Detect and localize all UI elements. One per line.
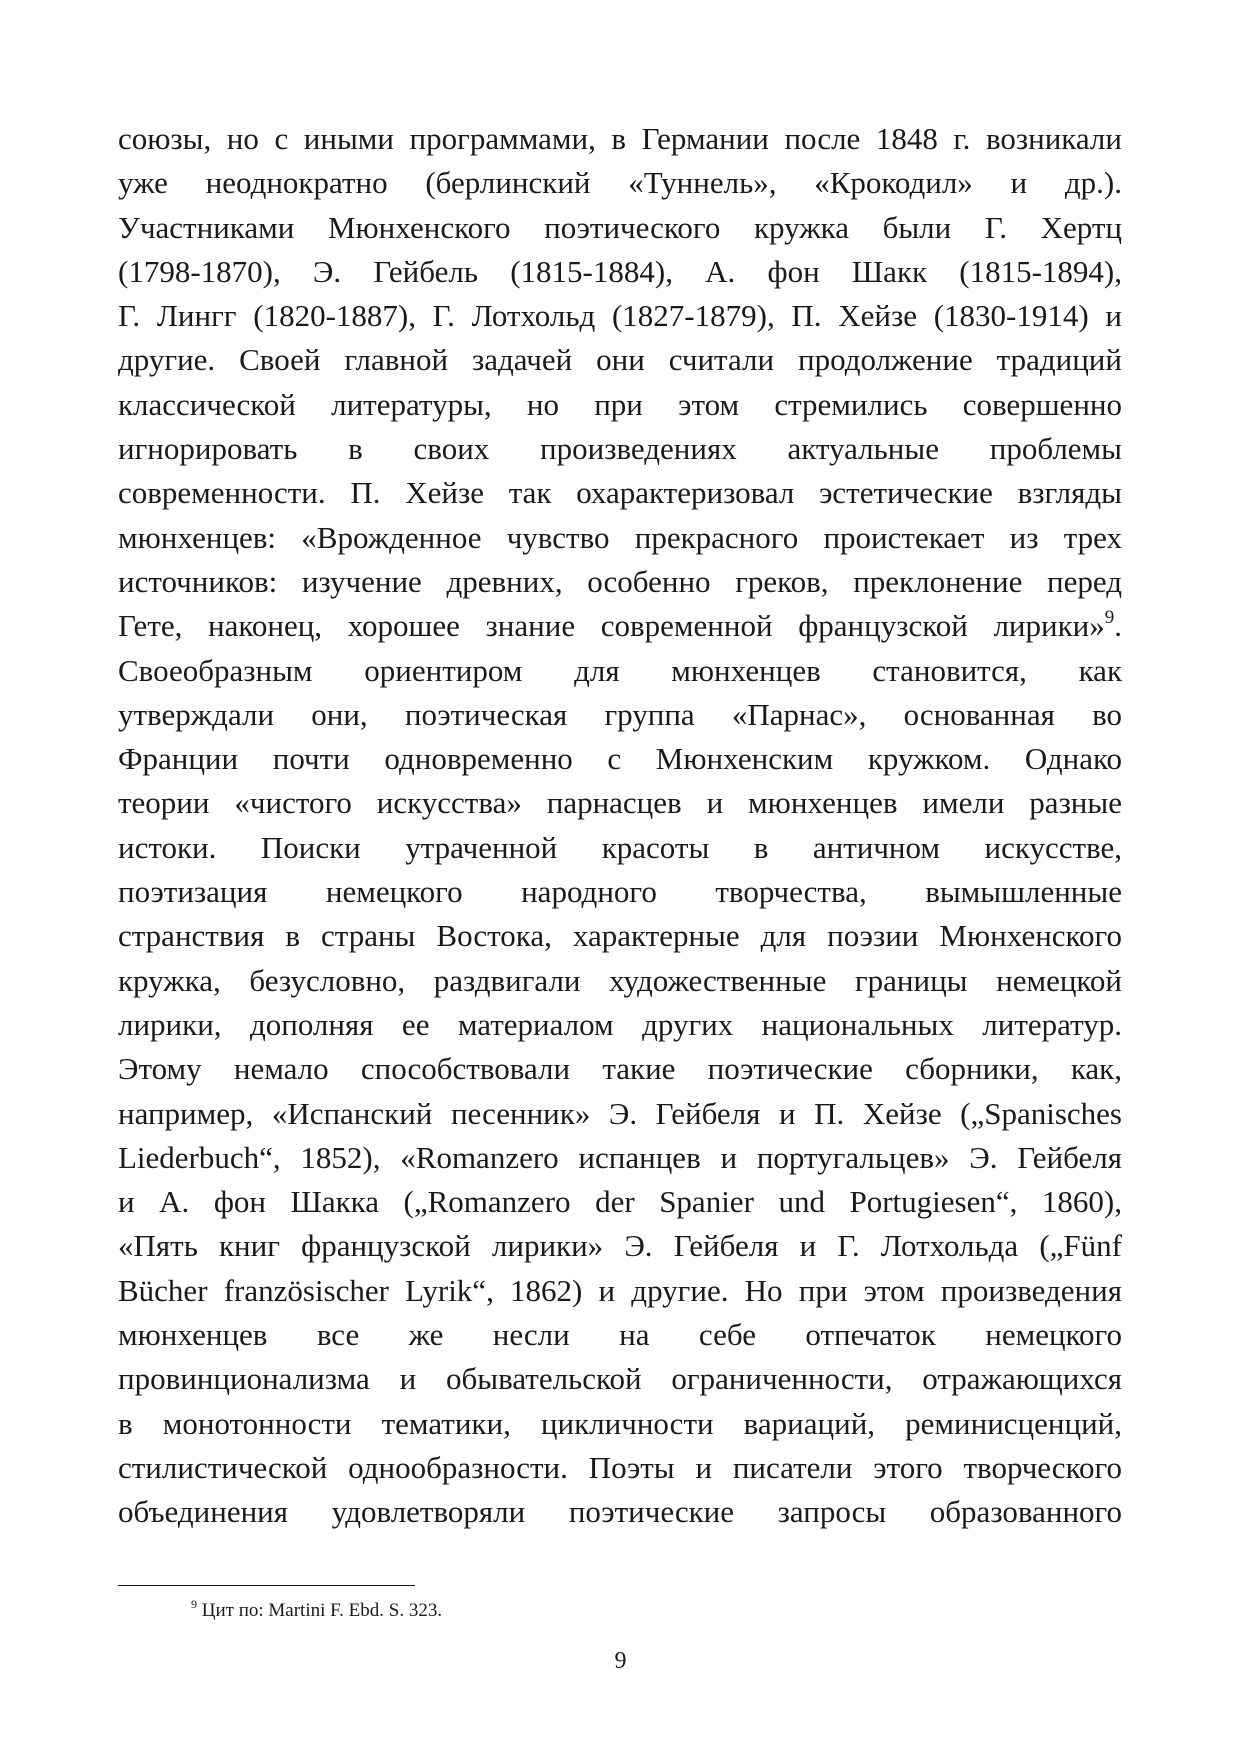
- main-text: [118, 117, 1122, 1535]
- text-line: Своеобразным ориентиром для мюнхенцев становится, как: [118, 652, 1122, 688]
- text-line: объединения удовлетворяли поэтические запросы образованного: [118, 1494, 1122, 1530]
- text-line: теории «чистого искусства» парнасцев и мюнхенцев имели разные: [118, 785, 1122, 821]
- text-line: Франции почти одновременно с Мюнхенским кружком. Однако: [118, 741, 1122, 777]
- footnote-mark: 9: [191, 1597, 197, 1611]
- text-line: истоки. Поиски утраченной красоты в античном искусстве,: [118, 829, 1122, 865]
- text-line: Этому немало способствовали такие поэтические сборники, как,: [118, 1051, 1122, 1087]
- text-line: Участниками Мюнхенского поэтического кружка были Г. Хертц: [118, 209, 1122, 245]
- text-line: источников: изучение древних, особенно греков, преклонение перед: [118, 563, 1122, 599]
- text-line: Г. Лингг (1820-1887), Г. Лотхольд (1827-1879), П. Хейзе (1830-1914) и: [118, 298, 1122, 334]
- text-line-content: Гете, наконец, хорошее знание современной французской лирики»: [118, 608, 1105, 644]
- footnote-separator: [118, 1585, 415, 1586]
- text-line: Bücher französischer Lyrik“, 1862) и другие. Но при этом произведения: [118, 1272, 1122, 1308]
- text-line: союзы, но с иными программами, в Германии после 1848 г. возникали: [118, 121, 1122, 156]
- text-line: стилистической однообразности. Поэты и писатели этого творческого: [118, 1449, 1122, 1485]
- page-number: 9: [614, 1648, 627, 1674]
- text-line: другие. Своей главной задачей они считали продолжение традиций: [118, 342, 1122, 378]
- footnote-ref[interactable]: 9: [1104, 607, 1115, 629]
- text-line: лирики, дополняя ее материалом других национальных литератур.: [118, 1006, 1122, 1042]
- footnote: [191, 1599, 442, 1623]
- text-line: странствия в страны Востока, характерные для поэзии Мюнхенского: [118, 918, 1122, 954]
- text-line: уже неоднократно (берлинский «Туннель», «Крокодил» и др.).: [118, 165, 1122, 201]
- text-line: (1798-1870), Э. Гейбель (1815-1884), А. фон Шакк (1815-1894),: [118, 253, 1122, 289]
- text-line: провинционализма и обывательской ограниченности, отражающихся: [118, 1361, 1122, 1397]
- text-line: и А. фон Шакка („Romanzero der Spanier und Portugiesen“, 1860),: [118, 1184, 1122, 1220]
- footnote-ref-trailing-punctuation: .: [1114, 608, 1122, 644]
- text-line: мюнхенцев: «Врожденное чувство прекрасного проистекает из трех: [118, 519, 1122, 555]
- text-line-with-footnote-ref: [118, 604, 1122, 648]
- text-line: в монотонности тематики, цикличности вариаций, реминисценций,: [118, 1405, 1122, 1441]
- text-line: Liederbuch“, 1852), «Romanzero испанцев и португальцев» Э. Гейбеля: [118, 1139, 1122, 1175]
- text-line: кружка, безусловно, раздвигали художественные границы немецкой: [118, 962, 1122, 998]
- footnote-text: Цит по: Martini F. Ebd. S. 323.: [197, 1600, 443, 1621]
- text-line: игнорировать в своих произведениях актуальные проблемы: [118, 431, 1122, 467]
- text-line: классической литературы, но при этом стремились совершенно: [118, 386, 1122, 422]
- text-line: поэтизация немецкого народного творчества, вымышленные: [118, 874, 1122, 910]
- text-line: современности. П. Хейзе так охарактеризовал эстетические взгляды: [118, 475, 1122, 511]
- text-line: например, «Испанский песенник» Э. Гейбеля и П. Хейзе („Spanisches: [118, 1095, 1122, 1131]
- text-line: мюнхенцев все же несли на себе отпечаток немецкого: [118, 1317, 1122, 1353]
- text-line: «Пять книг французской лирики» Э. Гейбеля и Г. Лотхольда („Fünf: [118, 1228, 1122, 1264]
- text-line: утверждали они, поэтическая группа «Парнас», основанная во: [118, 696, 1122, 732]
